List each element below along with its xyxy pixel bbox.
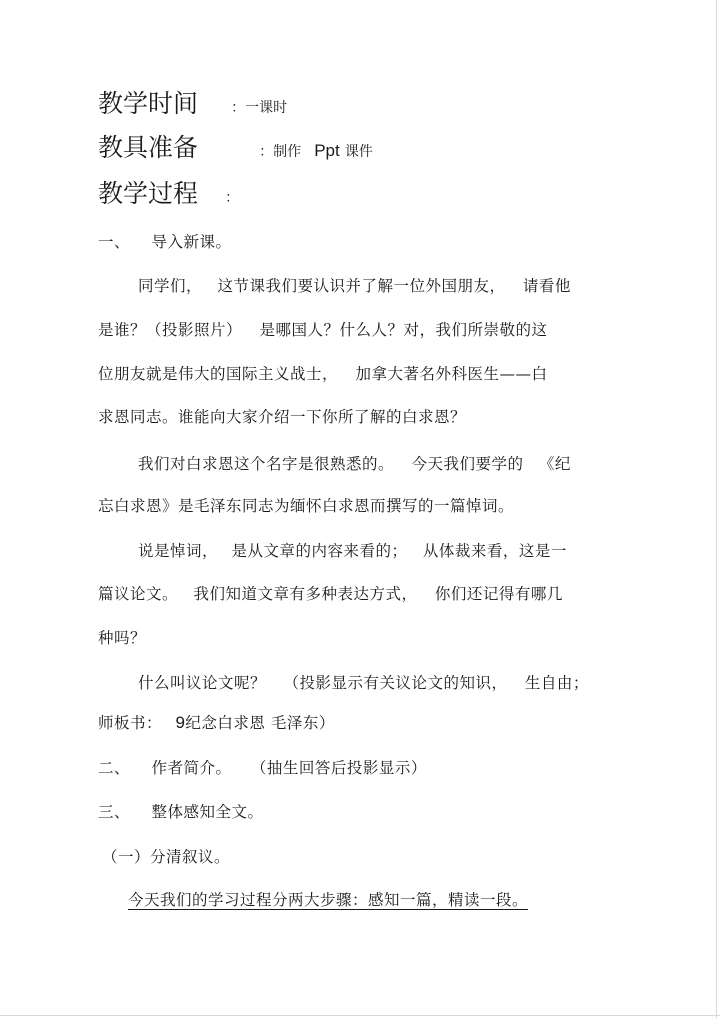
- para-3-text: 说是悼词，: [138, 542, 219, 560]
- section-1-number: 一、: [98, 233, 131, 251]
- para-1-line-4: [98, 405, 466, 427]
- teaching-tools-colon: ：: [259, 144, 274, 160]
- section-2-note: （抽生回答后投影显示）: [250, 759, 427, 777]
- para-4-text: 生自由；: [524, 674, 589, 692]
- para-1-text: 加拿大著名外科医生——白: [355, 365, 548, 383]
- para-3-text: 我们知道文章有多种表达方式，: [193, 585, 418, 603]
- para-1-text: 请看他: [522, 277, 571, 295]
- para-4-line-1: [138, 671, 589, 693]
- para-1-line-3: [98, 362, 547, 384]
- section-3-heading: [98, 800, 263, 822]
- para-1-text: 求恩同志。谁能向大家介绍一下你所了解的白求恩？: [98, 408, 467, 426]
- para-3-text: 你们还记得有哪几: [434, 585, 563, 603]
- para-4-text: 纪念白求恩 毛泽东）: [185, 714, 335, 732]
- para-3-line-3: [98, 626, 146, 648]
- section-3-title: 整体感知全文。: [151, 803, 264, 821]
- teaching-time-label: 教学时间: [98, 89, 199, 118]
- teaching-tools-row: [98, 128, 373, 164]
- para-2-text: 我们对白求恩这个名字是很熟悉的。: [138, 455, 395, 473]
- section-2-number: 二、: [98, 759, 131, 777]
- para-1-text: 同学们，: [138, 277, 203, 295]
- teaching-tools-ppt: Ppt: [314, 141, 340, 160]
- teaching-process-colon: ：: [225, 190, 240, 206]
- para-1-line-2: [98, 318, 547, 340]
- para-2-line-1: [138, 452, 571, 474]
- teaching-time-colon: ：: [231, 100, 246, 116]
- para-2-text: 《纪: [538, 455, 571, 473]
- section-3-number: 三、: [98, 803, 131, 821]
- para-3-text: 是从文章的内容来看的；: [231, 542, 408, 560]
- teaching-time-row: [98, 84, 287, 120]
- teaching-process-label: 教学过程: [98, 179, 199, 208]
- para-1-text: 位朋友就是伟大的国际主义战士，: [98, 365, 339, 383]
- para-3-text: 种吗？: [98, 629, 147, 647]
- para-2-line-2: [98, 494, 514, 516]
- para-1-text: 是哪国人？什么人？对，我们所崇敬的这: [259, 321, 548, 339]
- para-4-line-2: [98, 711, 335, 733]
- lesson-number: 9: [175, 713, 186, 732]
- para-4-text: 什么叫议论文呢？: [138, 674, 267, 692]
- para-3-line-1: [138, 539, 567, 561]
- teaching-time-value: 一课时: [245, 100, 288, 116]
- para-3-text: 从体裁来看，这是一: [422, 542, 567, 560]
- teaching-tools-label: 教具准备: [98, 133, 199, 162]
- para-4-text: （投影显示有关议论文的知识，: [283, 674, 508, 692]
- teaching-tools-make: 制作: [273, 144, 302, 160]
- closing-text: 今天我们的学习过程分两大步骤：感知一篇，精读一段。: [128, 891, 529, 909]
- para-1-text: 这节课我们要认识并了解一位外国朋友，: [217, 277, 506, 295]
- section-1-title: 导入新课。: [151, 233, 232, 251]
- para-3-text: 篇议论文。: [98, 585, 179, 603]
- para-4-text: 师板书：: [98, 714, 163, 732]
- para-2-text: 忘白求恩》是毛泽东同志为缅怀白求恩而撰写的一篇悼词。: [98, 497, 515, 515]
- closing-line: [128, 888, 528, 910]
- section-2-heading: [98, 756, 427, 778]
- teaching-tools-suffix: 课件: [344, 144, 373, 160]
- para-1-text: 是谁？（投影照片）: [98, 321, 243, 339]
- section-1-heading: [98, 230, 231, 252]
- para-3-line-2: [98, 582, 563, 604]
- page-right-edge: [716, 0, 717, 1018]
- subsection-1-title: （一）分清叙议。: [102, 848, 231, 866]
- section-2-title: 作者简介。: [151, 759, 232, 777]
- subsection-1-heading: [102, 845, 230, 867]
- page-bottom-edge: [0, 1015, 720, 1016]
- teaching-process-row: [98, 174, 239, 210]
- para-2-text: 今天我们要学的: [411, 455, 524, 473]
- para-1-line-1: [138, 274, 571, 296]
